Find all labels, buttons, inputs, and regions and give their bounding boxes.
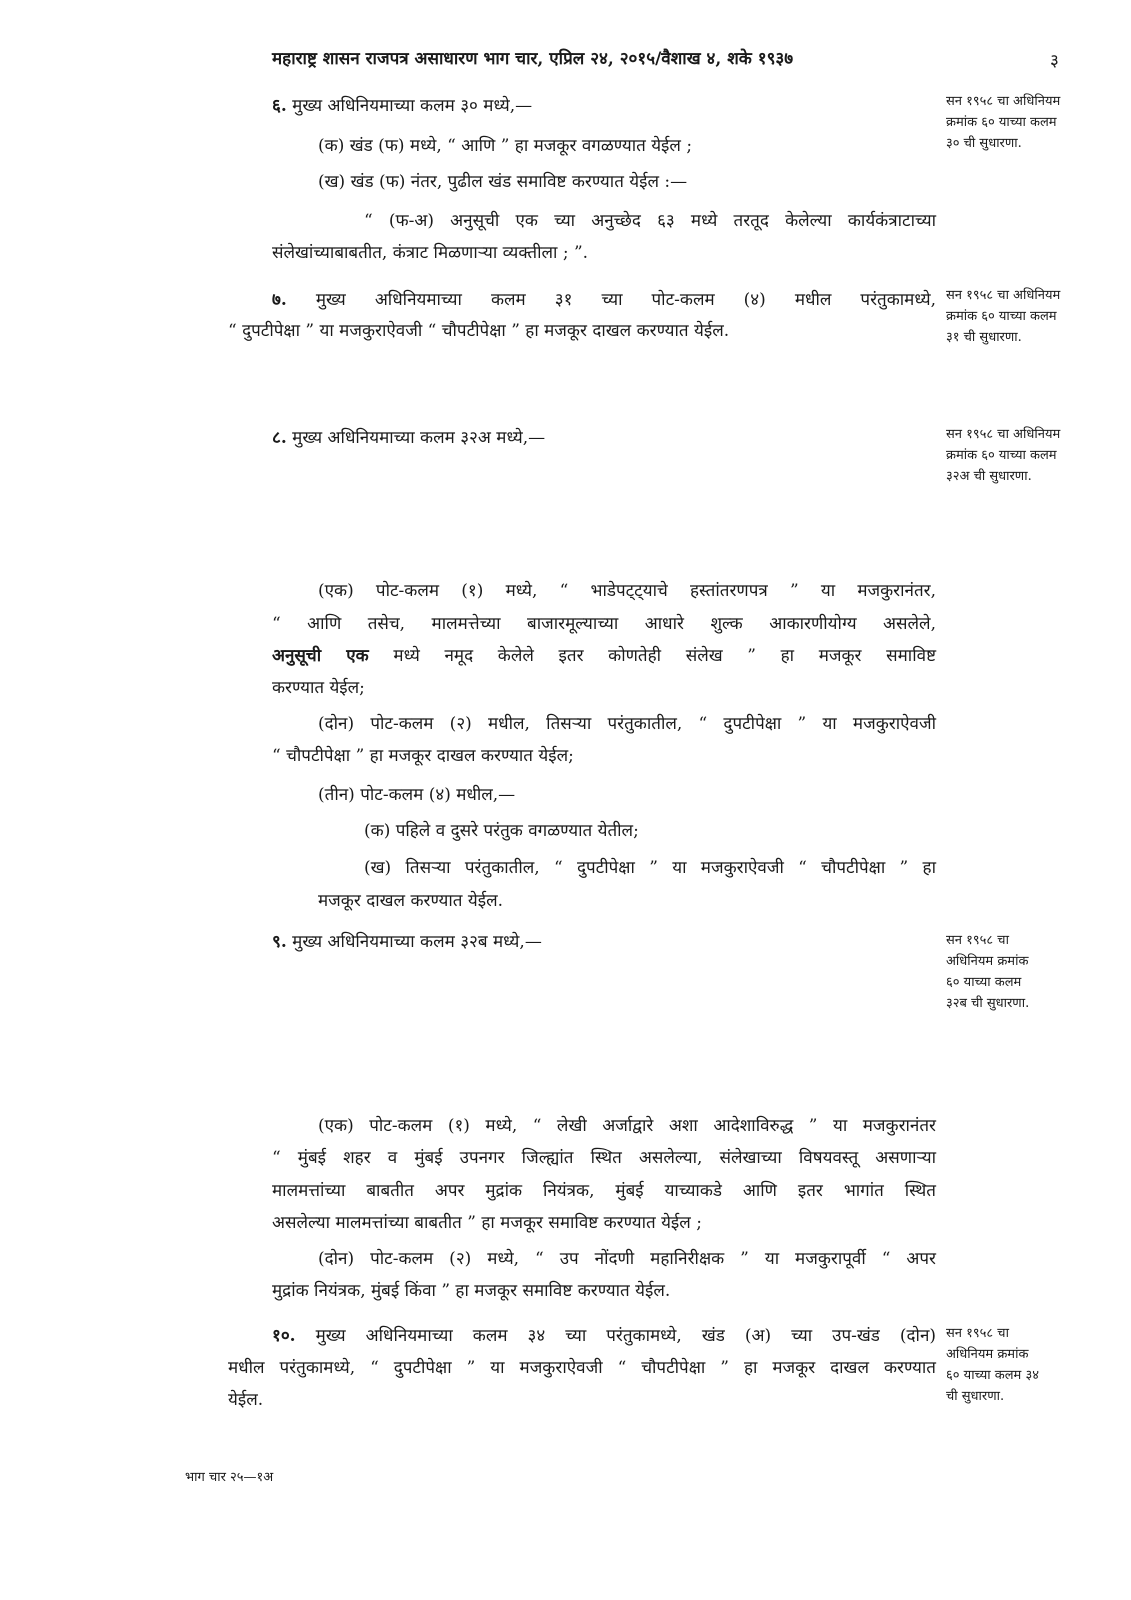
section-8-ek-line-4: करण्यात येईल; [272, 678, 365, 698]
section-8-ek-line-3: अनुसूची एक मध्ये नमूद केलेले इतर कोणतेही संलेख ” हा मजकूर समाविष्ट [272, 646, 936, 666]
section-9-don-line-1: (दोन) पोट-कलम (२) मध्ये, “ उप नोंदणी महानिरीक्षक ” या मजकुरापूर्वी “ अपर [318, 1249, 936, 1269]
section-6-clause-kh: (ख) खंड (फ) नंतर, पुढील खंड समाविष्ट करण्यात येईल :— [318, 172, 688, 192]
section-number: ७. [272, 290, 287, 310]
section-6-margin-note: सन १९५८ चा अधिनियम क्रमांक ६० याच्या कलम ३० ची सुधारणा. [946, 94, 1061, 151]
gazette-header: महाराष्ट्र शासन राजपत्र असाधारण भाग चार, एप्रिल २४, २०१५/वैशाख ४, शके १९३७ [272, 49, 794, 69]
schedule-one-bold: अनुसूची एक [272, 646, 369, 666]
section-9-margin-note: सन १९५८ चा अधिनियम क्रमांक ६० याच्या कलम ३२ब ची सुधारणा. [946, 933, 1030, 1011]
section-number: ८. [272, 428, 287, 448]
section-6-quote-line-1: “ (फ-अ) अनुसूची एक च्या अनुच्छेद ६३ मध्ये तरतूद केलेल्या कार्यकंत्राटाच्या [364, 211, 936, 231]
section-number: १०. [272, 1326, 296, 1346]
section-6-intro [272, 93, 532, 116]
section-9-ek-line-3: मालमत्तांच्या बाबतीत अपर मुद्रांक नियंत्रक, मुंबई याच्याकडे आणि इतर भागांत स्थित [272, 1181, 936, 1201]
section-text: मुख्य अधिनियमाच्या कलम ३० मध्ये,— [292, 96, 533, 116]
section-10-line-3: येईल. [228, 1390, 264, 1410]
section-7-line-1: ७. मुख्य अधिनियमाच्या कलम ३१ च्या पोट-कलम (४) मधील परंतुकामध्ये, [272, 290, 936, 310]
section-8-teen-k: (क) पहिले व दुसरे परंतुक वगळण्यात येतील; [364, 821, 639, 841]
section-8-teen: (तीन) पोट-कलम (४) मधील,— [318, 785, 516, 805]
section-8-ek-line-1: (एक) पोट-कलम (१) मध्ये, “ भाडेपट्ट्याचे हस्तांतरणपत्र ” या मजकुरानंतर, [318, 581, 936, 601]
section-9-intro [272, 929, 542, 952]
section-8-teen-kh-line-1: (ख) तिसऱ्या परंतुकातील, “ दुपटीपेक्षा ” या मजकुराऐवजी “ चौपटीपेक्षा ” हा [364, 858, 936, 878]
section-8-don-line-1: (दोन) पोट-कलम (२) मधील, तिसऱ्या परंतुकातील, “ दुपटीपेक्षा ” या मजकुराऐवजी [318, 714, 936, 734]
section-9-ek-line-4: असलेल्या मालमत्तांच्या बाबतीत ” हा मजकूर समाविष्ट करण्यात येईल ; [272, 1213, 702, 1233]
section-10-margin-note: सन १९५८ चा अधिनियम क्रमांक ६० याच्या कलम ३४ ची सुधारणा. [946, 1326, 1039, 1404]
section-9-ek-line-1: (एक) पोट-कलम (१) मध्ये, “ लेखी अर्जाद्वारे अशा आदेशाविरुद्ध ” या मजकुरानंतर [318, 1116, 936, 1136]
section-number: ६. [272, 96, 287, 116]
section-text: मुख्य अधिनियमाच्या कलम ३२ब मध्ये,— [292, 932, 542, 952]
section-number: ९. [272, 932, 287, 952]
section-7-line-2: “ दुपटीपेक्षा ” या मजकुराऐवजी “ चौपटीपेक्षा ” हा मजकूर दाखल करण्यात येईल. [228, 321, 730, 341]
page-footer: भाग चार २५—१अ [185, 1470, 274, 1485]
section-8-margin-note: सन १९५८ चा अधिनियम क्रमांक ६० याच्या कलम ३२अ ची सुधारणा. [946, 427, 1061, 484]
section-8-don-line-2: “ चौपटीपेक्षा ” हा मजकूर दाखल करण्यात येईल; [272, 746, 574, 766]
section-10-line-2: मधील परंतुकामध्ये, “ दुपटीपेक्षा ” या मजकुराऐवजी “ चौपटीपेक्षा ” हा मजकूर दाखल करण्यात [228, 1358, 936, 1378]
section-9-ek-line-2: “ मुंबई शहर व मुंबई उपनगर जिल्ह्यांत स्थित असलेल्या, संलेखाच्या विषयवस्तू असणाऱ्या [272, 1148, 936, 1168]
section-6-quote-line-2: संलेखांच्याबाबतीत, कंत्राट मिळणाऱ्या व्यक्तीला ; ”. [272, 243, 589, 263]
section-8-teen-kh-line-2: मजकूर दाखल करण्यात येईल. [318, 891, 504, 911]
section-9-don-line-2: मुद्रांक नियंत्रक, मुंबई किंवा ” हा मजकूर समाविष्ट करण्यात येईल. [272, 1281, 671, 1301]
section-7-margin-note: सन १९५८ चा अधिनियम क्रमांक ६० याच्या कलम ३१ ची सुधारणा. [946, 288, 1061, 345]
section-6-clause-k: (क) खंड (फ) मध्ये, “ आणि ” हा मजकूर वगळण्यात येईल ; [318, 136, 693, 156]
section-text: मुख्य अधिनियमाच्या कलम ३२अ मध्ये,— [292, 428, 546, 448]
section-8-intro [272, 425, 545, 448]
section-10-line-1: १०. मुख्य अधिनियमाच्या कलम ३४ च्या परंतुकामध्ये, खंड (अ) च्या उप-खंड (दोन) [272, 1326, 937, 1346]
page-number: ३ [1050, 51, 1059, 71]
section-8-ek-line-2: “ आणि तसेच, मालमत्तेच्या बाजारमूल्याच्या आधारे शुल्क आकारणीयोग्य असलेले, [272, 614, 936, 634]
